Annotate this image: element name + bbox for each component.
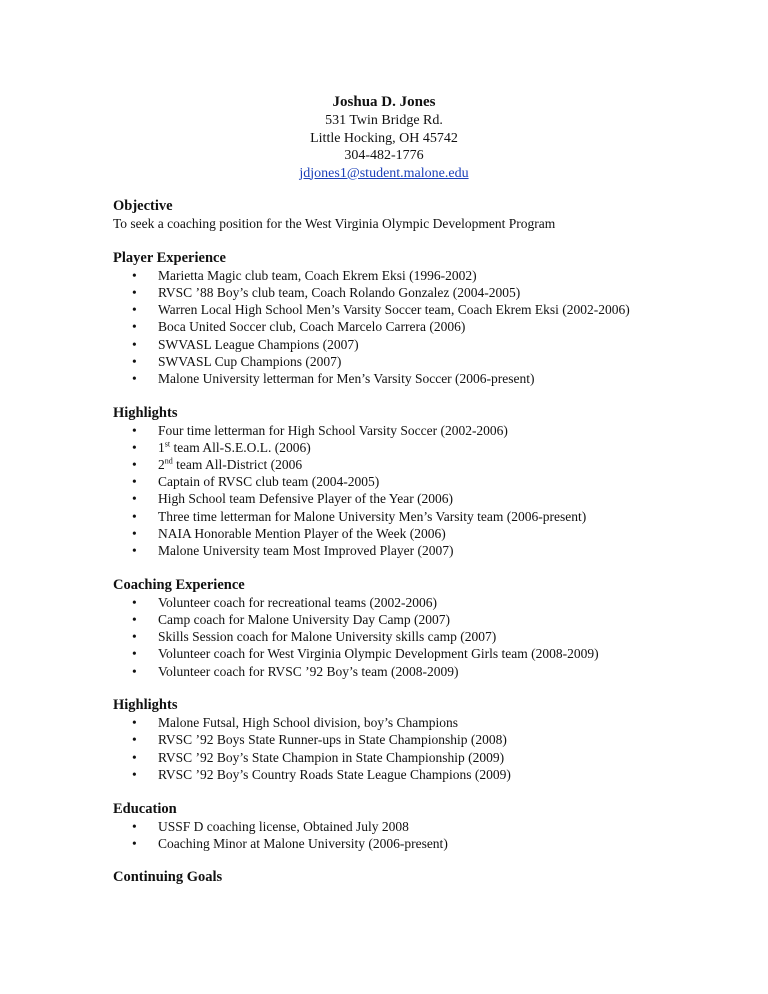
list-item-text: Volunteer coach for recreational teams (2002-2006)	[158, 594, 438, 610]
player-highlights-heading: Highlights	[113, 404, 178, 421]
bullet-icon: •	[132, 766, 137, 782]
phone-number: 304-482-1776	[344, 148, 424, 163]
ordinal-number: 1	[158, 439, 165, 455]
list-item-text: SWVASL Cup Champions (2007)	[158, 353, 342, 369]
player-experience-heading: Player Experience	[113, 249, 226, 266]
bullet-icon: •	[132, 818, 137, 834]
list-item-text: Captain of RVSC club team (2004-2005)	[158, 474, 380, 490]
list-item	[113, 353, 733, 370]
list-item-text: RVSC ’92 Boys State Runner-ups in State Championship (2008)	[158, 732, 507, 748]
bullet-icon: •	[132, 457, 137, 473]
list-item	[113, 645, 733, 662]
list-item-text: Malone University letterman for Men’s Varsity Soccer (2006-present)	[158, 370, 535, 386]
coaching-highlights-heading: Highlights	[113, 697, 178, 714]
list-item	[113, 284, 733, 301]
bullet-icon: •	[132, 508, 137, 524]
list-item-text: Warren Local High School Men’s Varsity Soccer team, Coach Ekrem Eksi (2002-2006)	[158, 302, 630, 318]
list-item-text: USSF D coaching license, Obtained July 2008	[158, 818, 409, 834]
list-item-rest: team All-S.E.O.L. (2006)	[170, 439, 311, 455]
list-item	[113, 594, 733, 611]
bullet-icon: •	[132, 715, 137, 731]
list-item	[113, 835, 733, 852]
ordinal-suffix: nd	[164, 456, 173, 466]
bullet-icon: •	[132, 543, 137, 559]
list-item	[113, 611, 733, 628]
list-item	[113, 663, 733, 680]
list-item-text: Marietta Magic club team, Coach Ekrem Eksi (1996-2002)	[158, 267, 477, 283]
list-item-text: Malone University team Most Improved Player (2007)	[158, 543, 454, 559]
education-list	[113, 818, 733, 852]
ordinal-number: 2	[158, 457, 165, 473]
list-item-text: RVSC ’88 Boy’s club team, Coach Rolando Gonzalez (2004-2005)	[158, 284, 521, 300]
street-address: 531 Twin Bridge Rd.	[325, 113, 443, 128]
objective-text: To seek a coaching position for the West Virginia Olympic Development Program	[113, 216, 556, 231]
bullet-icon: •	[132, 353, 137, 369]
player-highlights-section	[113, 404, 733, 560]
list-item-text: Coaching Minor at Malone University (2006-present)	[158, 835, 448, 851]
bullet-icon: •	[132, 525, 137, 541]
city-state-zip: Little Hocking, OH 45742	[310, 130, 458, 146]
email-link[interactable]: jdjones1@student.malone.edu	[299, 165, 469, 181]
ordinal-suffix: st	[164, 439, 171, 449]
list-item	[113, 439, 733, 456]
list-item	[113, 473, 733, 490]
bullet-icon: •	[132, 336, 137, 352]
list-item	[113, 336, 733, 353]
list-item-text: SWVASL League Champions (2007)	[158, 336, 359, 352]
candidate-name: Joshua D. Jones	[332, 94, 436, 110]
list-item-text	[158, 440, 311, 455]
bullet-icon: •	[132, 302, 137, 318]
bullet-icon: •	[132, 594, 137, 610]
list-item-text: Skills Session coach for Malone University skills camp (2007)	[158, 629, 497, 645]
list-item-rest: team All-District (2006	[172, 457, 303, 473]
list-item	[113, 731, 733, 748]
list-item-text: High School team Defensive Player of the Year (2006)	[158, 491, 454, 507]
list-item	[113, 267, 733, 284]
objective-heading: Objective	[113, 198, 173, 214]
list-item-text: RVSC ’92 Boy’s Country Roads State League Champions (2009)	[158, 766, 511, 782]
list-item	[113, 456, 733, 473]
list-item	[113, 490, 733, 507]
bullet-icon: •	[132, 611, 137, 627]
list-item-text: RVSC ’92 Boy’s State Champion in State Championship (2009)	[158, 749, 505, 765]
continuing-goals-heading: Continuing Goals	[113, 869, 223, 886]
list-item	[113, 508, 733, 525]
list-item-text: Camp coach for Malone University Day Camp (2007)	[158, 611, 451, 627]
bullet-icon: •	[132, 749, 137, 765]
list-item-text: NAIA Honorable Mention Player of the Week (2006)	[158, 525, 446, 541]
list-item	[113, 749, 733, 766]
bullet-icon: •	[132, 319, 137, 335]
objective-section	[113, 197, 733, 232]
continuing-goals-section	[113, 868, 733, 886]
bullet-icon: •	[132, 370, 137, 386]
list-item-text: Malone Futsal, High School division, boy’s Champions	[158, 715, 459, 731]
coaching-highlights-section	[113, 696, 733, 783]
list-item	[113, 542, 733, 559]
coaching-experience-section	[113, 576, 733, 680]
bullet-icon: •	[132, 284, 137, 300]
list-item-text: Four time letterman for High School Varsity Soccer (2002-2006)	[158, 422, 508, 438]
bullet-icon: •	[132, 491, 137, 507]
list-item-text: Volunteer coach for RVSC ’92 Boy’s team (2008-2009)	[158, 663, 459, 679]
resume-body	[113, 197, 733, 903]
list-item	[113, 422, 733, 439]
list-item-text: Three time letterman for Malone University Men’s Varsity team (2006-present)	[158, 508, 587, 524]
player-highlights-list	[113, 422, 733, 560]
coaching-experience-list	[113, 594, 733, 680]
list-item	[113, 301, 733, 318]
bullet-icon: •	[132, 267, 137, 283]
coaching-highlights-list	[113, 714, 733, 783]
list-item-text: Boca United Soccer club, Coach Marcelo Carrera (2006)	[158, 319, 466, 335]
list-item-text: Volunteer coach for West Virginia Olympic Development Girls team (2008-2009)	[158, 646, 599, 662]
player-experience-list	[113, 267, 733, 387]
list-item	[113, 766, 733, 783]
list-item	[113, 370, 733, 387]
education-section	[113, 800, 733, 852]
bullet-icon: •	[132, 835, 137, 851]
bullet-icon: •	[132, 663, 137, 679]
education-heading: Education	[113, 800, 177, 817]
bullet-icon: •	[132, 422, 137, 438]
bullet-icon: •	[132, 439, 137, 455]
list-item-text	[158, 457, 302, 472]
player-experience-section	[113, 249, 733, 387]
bullet-icon: •	[132, 646, 137, 662]
bullet-icon: •	[132, 474, 137, 490]
list-item	[113, 318, 733, 335]
list-item	[113, 714, 733, 731]
bullet-icon: •	[132, 732, 137, 748]
bullet-icon: •	[132, 629, 137, 645]
list-item	[113, 628, 733, 645]
resume-header	[284, 92, 484, 182]
list-item	[113, 525, 733, 542]
coaching-experience-heading: Coaching Experience	[113, 576, 245, 593]
list-item	[113, 818, 733, 835]
